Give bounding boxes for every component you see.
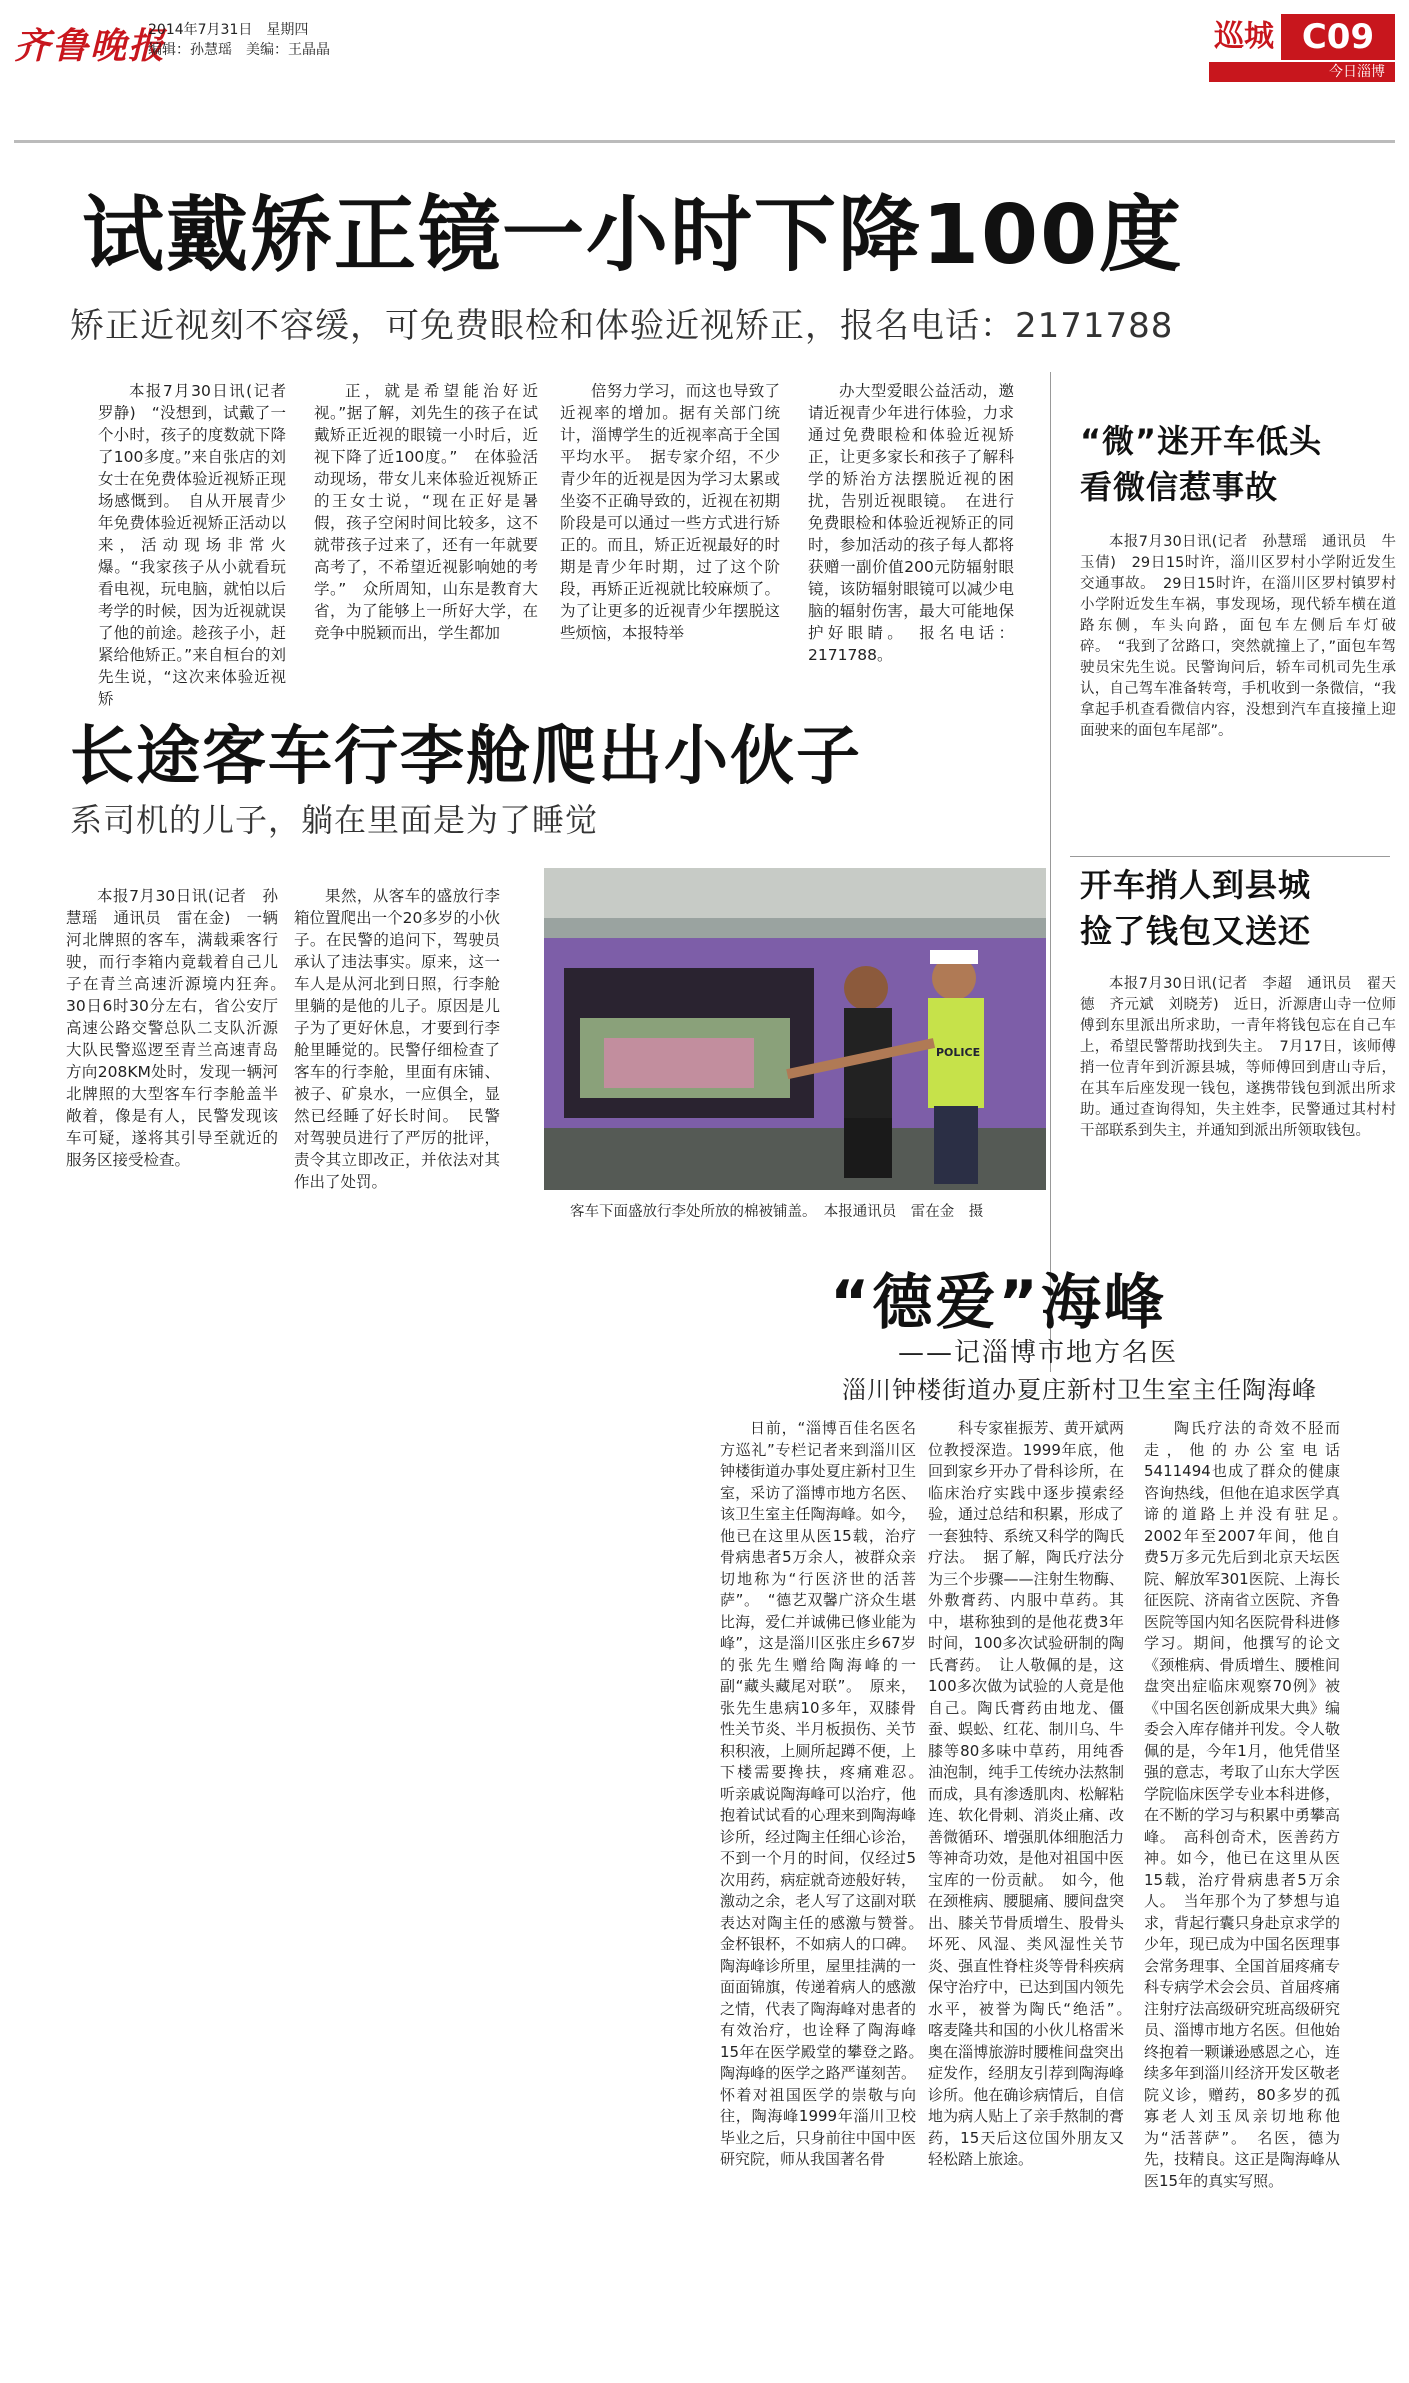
section-block	[1209, 14, 1395, 80]
masthead-divider	[14, 140, 1395, 143]
police-vest-label: POLICE	[936, 1046, 981, 1059]
side2-text: 本报7月30日讯(记者 李超 通讯员 翟天德 齐元斌 刘晓芳) 近日，沂源唐山寺一位师傅到东里派出所求助，一青年将钱包忘在自己车上，希望民警帮助找到失主。 7月17日，该师傅捎一位青年到沂源县城，等师傅回到唐山寺后，在其车后座发现一钱包，遂携带钱包到派出所求助。通过查询得知，失主姓李，民警通过其村村干部联系到失主，并通知到派出所领取钱包。	[1080, 976, 1396, 1139]
bus-luggage-photo	[544, 868, 1046, 1190]
issue-date: 2014年7月31日 星期四	[148, 22, 309, 38]
side2-headline-line2: 捡了钱包又送还	[1080, 912, 1312, 950]
issue-editors: 编辑：孙慧瑶 美编：王晶晶	[148, 42, 330, 58]
story1-headline: 试戴矫正镜一小时下降100度	[82, 188, 1184, 283]
section-subtitle: 今日淄博	[1209, 62, 1395, 82]
story3-col2: 科专家崔振芳、黄开斌两位教授深造。1999年底，他回到家乡开办了骨科诊所，在临床治疗实践中逐步摸索经验，通过总结和积累，形成了一套独特、系统又科学的陶氏疗法。 据了解，陶氏疗法分为三个步骤——注射生物酶、外敷膏药、内服中草药。其中，堪称独到的是他花费3年时间，100多次试验研制的陶氏膏药。 让人敬佩的是，这100多次做为试验的人竟是他自己。陶氏膏药由地龙、僵蚕、蜈蚣、红花、制川乌、牛膝等80多味中草药，用纯香油泡制，纯手工传统办法熬制而成，具有渗透肌肉、松解粘连、软化骨刺、消炎止痛、改善微循环、增强肌体细胞活力等神奇功效，是他对祖国中医宝库的一份贡献。 如今，他在颈椎病、腰腿痛、腰间盘突出、膝关节骨质增生、股骨头坏死、风湿、类风湿性关节炎、强直性脊柱炎等骨科疾病保守治疗中，已达到国内领先水平，被誉为陶氏“绝活”。 喀麦隆共和国的小伙儿格雷米奥在淄博旅游时腰椎间盘突出症发作，经朋友引荐到陶海峰诊所。他在确诊病情后，自信地为病人贴上了亲手熬制的膏药，15天后这位国外朋友又轻松踏上旅途。	[928, 1419, 1140, 2168]
page-number: C09	[1281, 14, 1395, 60]
side1-headline-line1: “微”迷开车低头	[1080, 422, 1323, 460]
sidebar-rule	[1070, 856, 1390, 857]
side1-text: 本报7月30日讯(记者 孙慧瑶 通讯员 牛玉倩) 29日15时许，淄川区罗村小学附近发生交通事故。 29日15时许，在淄川区罗村镇罗村小学附近发生车祸，事发现场，现代轿车横在道路东侧，车头向路，面包车左侧后车灯破碎。 “我到了岔路口，突然就撞上了，”面包车驾驶员宋先生说。民警询问后，轿车司机司先生承认，自己驾车准备转弯，手机收到一条微信，“我拿起手机查看微信内容，没想到汽车直接撞上迎面驶来的面包车尾部”。	[1080, 534, 1396, 739]
story1-col4: 办大型爱眼公益活动，邀请近视青少年进行体验，力求通过免费眼检和体验近视矫正，让更多家长和孩子了解科学的矫治方法摆脱近视的困扰，告别近视眼镜。 在进行免费眼检和体验近视矫正的同时，参加活动的孩子每人都将获赠一副价值200元防辐射眼镜，该防辐射眼镜可以减少电脑的辐射伤害，最大可能地保护好眼睛。 报名电话：2171788。	[808, 382, 1014, 664]
story2-headline: 长途客车行李舱爬出小伙子	[70, 720, 862, 794]
story3-subhead: ——记淄博市地方名医	[898, 1338, 1179, 1368]
story1-subhead: 矫正近视刻不容缓，可免费眼检和体验近视矫正，报名电话：2171788	[70, 306, 1174, 346]
story3-col3: 陶氏疗法的奇效不胫而走，他的办公室电话5411494也成了群众的健康咨询热线，但他在追求医学真谛的道路上并没有驻足。 2002年至2007年间，他自费5万多元先后到北京天坛医院、解放军301医院、上海长征医院、济南省立医院、齐鲁医院等国内知名医院骨科进修学习。期间，他撰写的论文《颈椎病、骨质增生、腰椎间盘突出症临床观察70例》被《中国名医创新成果大典》编委会入库存储并刊发。令人敬佩的是，今年1月，他凭借坚强的意志，考取了山东大学医学院临床医学专业本科进修，在不断的学习与积累中勇攀高峰。 高科创奇术，医善药方神。如今，他已在这里从医15载，治疗骨病患者5万余人。 当年那个为了梦想与追求，背起行囊只身赴京求学的少年，现已成为中国名医理事会常务理事、全国首届疼痛专科专病学术会会员、首届疼痛注射疗法高级研究班高级研究员、淄博市地方名医。但他始终抱着一颗谦逊感恩之心，连续多年到淄川经济开发区敬老院义诊，赠药，80多岁的孤寡老人刘玉凤亲切地称他为“活菩萨”。 名医，德为先，技精良。这正是陶海峰从医15年的真实写照。	[1144, 1419, 1356, 2190]
story3-subhead2: 淄川钟楼街道办夏庄新村卫生室主任陶海峰	[842, 1376, 1317, 1404]
story1-col3: 倍努力学习，而这也导致了近视率的增加。据有关部门统计，淄博学生的近视率高于全国平均水平。 据专家介绍，不少青少年的近视是因为学习太累或坐姿不正确导致的，近视在初期阶段是可以通过一些方式进行矫正的。而且，矫正近视最好的时期是青少年时期，过了这个阶段，再矫正近视就比较麻烦了。为了让更多的近视青少年摆脱这些烦恼，本报特举	[560, 382, 780, 642]
side1-headline-line2: 看微信惹事故	[1080, 468, 1279, 506]
story1-col1: 本报7月30日讯(记者 罗静) “没想到，试戴了一个小时，孩子的度数就下降了100多度。”来自张店的刘女士在免费体验近视矫正现场感慨到。 自从开展青少年免费体验近视矫正活动以来，活动现场非常火爆。“我家孩子从小就看玩看电视，玩电脑，就怕以后考学的时候，因为近视就误了他的前途。趁孩子小，赶紧给他矫正。”来自桓台的刘先生说，“这次来体验近视矫	[98, 382, 302, 708]
photo-illustration	[544, 868, 1046, 1190]
section-name: 巡城	[1214, 19, 1274, 54]
sidebar-divider	[1050, 372, 1051, 1372]
side1-headline	[1080, 418, 1400, 510]
side2-headline-line1: 开车捎人到县城	[1080, 866, 1312, 904]
story2-col1: 本报7月30日讯(记者 孙慧瑶 通讯员 雷在金) 一辆河北牌照的客车，满载乘客行驶，而行李箱内竟载着自己儿子在青兰高速沂源境内狂奔。 30日6时30分左右，省公安厅高速公路交警总队二支队沂源大队民警巡逻至青兰高速青岛方向208KM处时，发现一辆河北牌照的大型客车行李舱盖半敞着，像是有人，民警发现该车可疑，遂将其引导至就近的服务区接受检查。	[66, 887, 294, 1169]
side2-headline	[1080, 862, 1400, 954]
story2-col2: 果然，从客车的盛放行李箱位置爬出一个20多岁的小伙子。在民警的追问下，驾驶员承认了违法事实。原来，这一车人是从河北到日照，行李舱里躺的是他的儿子。原因是儿子为了更好休息，才要到行李舱里睡觉的。民警仔细检查了客车的行李舱，里面有床铺、被子、矿泉水，一应俱全，显然已经睡了好长时间。 民警对驾驶员进行了严厉的批评，责令其立即改正，并依法对其作出了处罚。	[294, 887, 500, 1191]
story1-col2: 正，就是希望能治好近视。”据了解，刘先生的孩子在试戴矫正近视的眼镜一小时后，近视下降了近100度。” 在体验活动现场，带女儿来体验近视矫正的王女士说，“现在正好是暑假，孩子空闲时间比较多，这不就带孩子过来了，还有一年就要高考了，不希望近视影响她的考学。” 众所周知，山东是教育大省，为了能够上一所好大学，在竞争中脱颖而出，学生都加	[314, 382, 538, 642]
photo-caption: 客车下面盛放行李处所放的棉被铺盖。 本报通讯员 雷在金 摄	[570, 1204, 984, 1220]
issue-meta	[148, 20, 330, 60]
newspaper-logo: 齐鲁晚报	[14, 25, 167, 67]
story2-subhead: 系司机的儿子，躺在里面是为了睡觉	[70, 801, 599, 839]
story3-headline: “德爱”海峰	[830, 1268, 1167, 1338]
story3-col1: 日前，“淄博百佳名医名方巡礼”专栏记者来到淄川区钟楼街道办事处夏庄新村卫生室，采访了淄博市地方名医、该卫生室主任陶海峰。如今，他已在这里从医15载，治疗骨病患者5万余人，被群众亲切地称为“行医济世的活菩萨”。 “德艺双馨广济众生堪比海，爱仁并诚佛已修业能为峰”，这是淄川区张庄乡67岁的张先生赠给陶海峰的一副“藏头藏尾对联”。 原来，张先生患病10多年，双膝骨性关节炎、半月板损伤、关节积积液，上厕所起蹲不便，上下楼需要搀扶，疼痛难忍。 听亲戚说陶海峰可以治疗，他抱着试试看的心理来到陶海峰诊所，经过陶主任细心诊治，不到一个月的时间，仅经过5次用药，病症就奇迹般好转，激动之余，老人写了这副对联表达对陶主任的感激与赞誉。 金杯银杯，不如病人的口碑。陶海峰诊所里，屋里挂满的一面面锦旗，传递着病人的感激之情，代表了陶海峰对患者的有效治疗，也诠释了陶海峰15年在医学殿堂的攀登之路。 陶海峰的医学之路严谨刻苦。怀着对祖国医学的崇敬与向往，陶海峰1999年淄川卫校毕业之后，只身前往中国中医研究院，师从我国著名骨	[720, 1419, 932, 2168]
